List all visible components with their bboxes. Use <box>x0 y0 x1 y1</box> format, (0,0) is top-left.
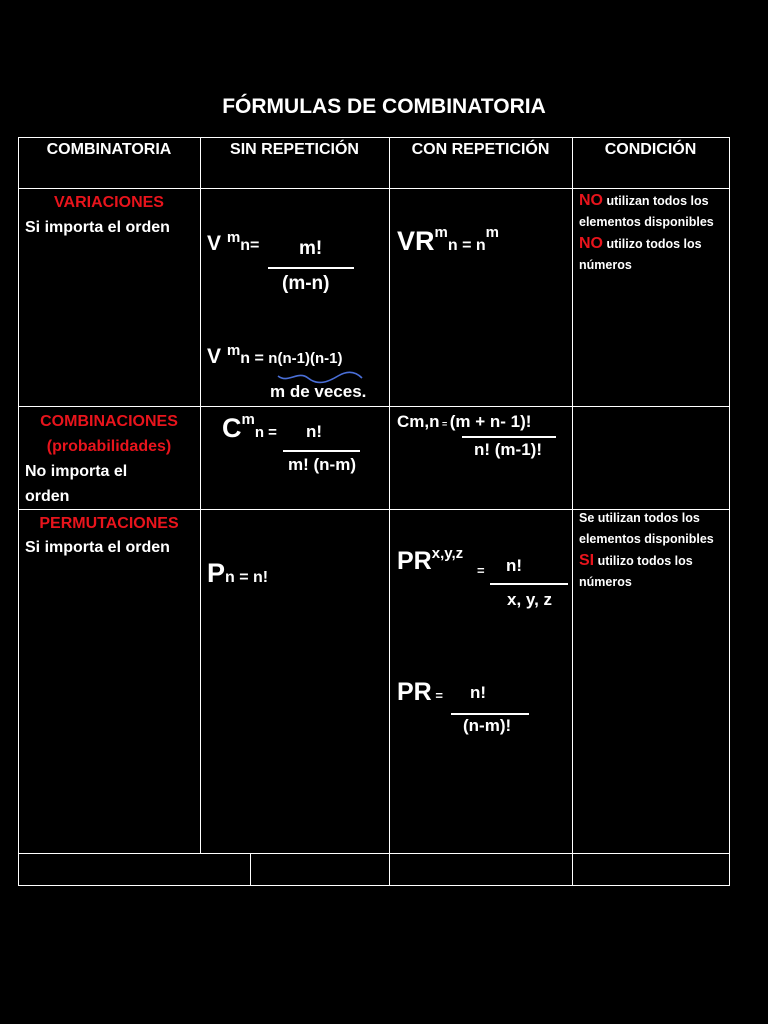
permutaciones-sin-formula: Pn = n! <box>207 558 269 588</box>
permutaciones-con-formula-1: PR$^{x,y,z}$ <box>397 544 464 575</box>
variaciones-desc: Si importa el orden <box>25 219 170 236</box>
combinaciones-sin-numerator: n! <box>306 422 323 441</box>
table-border-right <box>729 137 730 886</box>
combinaciones-desc-2: orden <box>25 488 70 505</box>
permutaciones-f1-fraction-bar <box>490 583 568 585</box>
permutaciones-f2-fraction-bar <box>451 713 529 715</box>
permutaciones-f1-numerator: n! <box>506 556 523 575</box>
combinaciones-sin-fraction-bar <box>283 450 360 452</box>
combinaciones-desc-1: No importa el <box>25 463 128 480</box>
header-con-repeticion: CON REPETICIÓN <box>411 141 550 158</box>
combinaciones-label: COMBINACIONES <box>40 413 178 430</box>
combinaciones-con-formula: Cm,n = (m + n- 1)! <box>397 412 532 431</box>
variaciones-formula-2: V $^m$n = n(n-1)(n-1) <box>207 341 343 368</box>
variaciones-formula-1: V $^m$n= <box>207 228 260 255</box>
variaciones-label: VARIACIONES <box>54 194 164 211</box>
permutaciones-f1-denominator: x, y, z <box>507 590 553 609</box>
permutaciones-f2-numerator: n! <box>470 683 487 702</box>
permutaciones-condicion: Se utilizan todos los elementos disponibles SI utilizo todos los números <box>579 511 714 589</box>
combinaciones-sin-denominator: m! (n-m) <box>288 455 356 474</box>
col-divider-1-bottom <box>250 853 251 885</box>
variaciones-f1-numerator: m! <box>299 238 323 259</box>
col-divider-1 <box>200 137 201 853</box>
table-border-top <box>18 137 730 138</box>
permutaciones-con-formula-2: PR = <box>397 678 443 706</box>
col-divider-2 <box>389 137 390 886</box>
variaciones-f2-note: m de veces. <box>270 382 367 401</box>
header-combinatoria: COMBINATORIA <box>46 141 172 158</box>
row-divider-1 <box>18 406 730 407</box>
header-divider <box>18 188 730 189</box>
permutaciones-label: PERMUTACIONES <box>39 515 179 532</box>
header-sin-repeticion: SIN REPETICIÓN <box>230 141 359 158</box>
combinaciones-con-denominator: n! (m-1)! <box>474 440 542 459</box>
variaciones-con-formula: $VR^mn = n^m$ <box>397 223 499 256</box>
permutaciones-desc: Si importa el orden <box>25 539 170 556</box>
permutaciones-f1-equals: = <box>477 563 485 578</box>
permutaciones-f2-denominator: (n-m)! <box>463 716 512 735</box>
variaciones-f1-denominator: (m-n) <box>282 273 330 294</box>
table-border-bottom <box>18 885 730 886</box>
combinaciones-sin-formula: $C^mn$ = <box>222 410 277 443</box>
row-divider-3 <box>18 853 730 854</box>
variaciones-condicion: NO utilizan todos los elementos disponibles NO utilizo todos los números <box>579 192 714 272</box>
col-divider-3 <box>572 137 573 886</box>
combinaciones-con-fraction-bar <box>462 436 556 438</box>
header-condicion: CONDICIÓN <box>604 141 697 158</box>
variaciones-f1-fraction-bar <box>268 267 354 269</box>
page-title: FÓRMULAS DE COMBINATORIA <box>222 95 546 118</box>
combinaciones-sublabel: (probabilidades) <box>46 438 172 455</box>
